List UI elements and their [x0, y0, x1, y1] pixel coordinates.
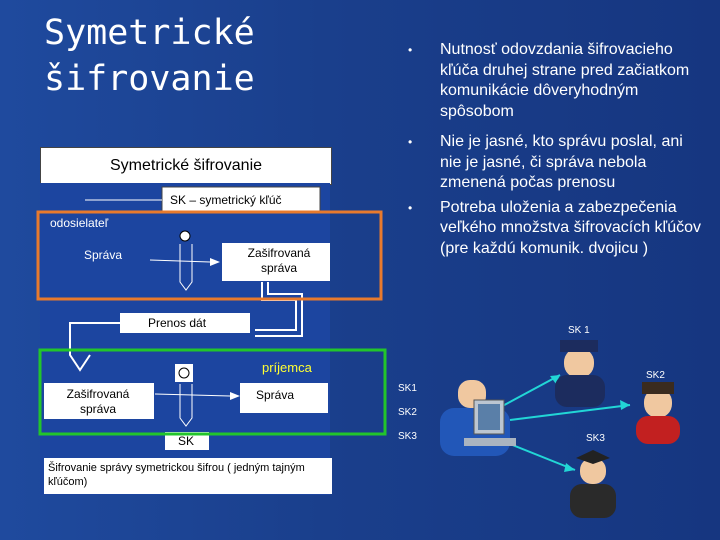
network-label: SK3: [586, 433, 605, 444]
bullet-item: • Nie je jasné, kto správu poslal, ani nie je jasné, či správa nebola zmenená počas prenosu: [408, 133, 683, 191]
graduate-person-icon: [570, 450, 616, 518]
bullet-list: [408, 40, 708, 259]
diagram-caption: Šifrovanie správy symetrickou šifrou ( jedným tajným kľúčom): [48, 462, 305, 488]
message-label-2: Správa: [256, 388, 295, 402]
bullet-item: • Potreba uloženia a zabezpečenia veľkého množstva šifrovacích kľúčov (pre každú komunik. dvojicu ): [408, 198, 701, 257]
slide-title: Symetrické šifrovanie: [44, 13, 255, 99]
support-person-icon: [636, 382, 680, 444]
key-label: SK – symetrický kľúč: [170, 193, 282, 207]
network-label: SK2: [398, 407, 417, 418]
bullet-dot-icon: •: [408, 43, 413, 57]
sender-label: odosielateľ: [50, 216, 109, 230]
bullet-item: • Nutnosť odovzdania šifrovacieho kľúča druhej strane pred začiatkom komunikácie dôveryhodným spôsobom: [408, 41, 690, 120]
network-label: SK1: [398, 383, 417, 394]
sk-label: SK: [178, 434, 195, 448]
bullet-dot-icon: •: [408, 200, 413, 215]
network-label: SK3: [398, 431, 417, 442]
bullet-dot-icon: •: [408, 135, 413, 149]
network-label: SK2: [646, 370, 665, 381]
transfer-label: Prenos dát: [148, 316, 207, 330]
encrypted-label-2: Zašifrovaná správa: [66, 387, 130, 416]
message-label: Správa: [84, 248, 123, 262]
encrypted-label: Zašifrovaná správa: [247, 246, 311, 275]
network-illustration: [380, 320, 720, 540]
receiver-label: príjemca: [262, 360, 312, 375]
user-person-icon: [440, 380, 516, 456]
network-label: SK 1: [568, 325, 590, 336]
diagram-header: Symetrické šifrovanie: [40, 147, 332, 185]
police-person-icon: [555, 340, 605, 407]
